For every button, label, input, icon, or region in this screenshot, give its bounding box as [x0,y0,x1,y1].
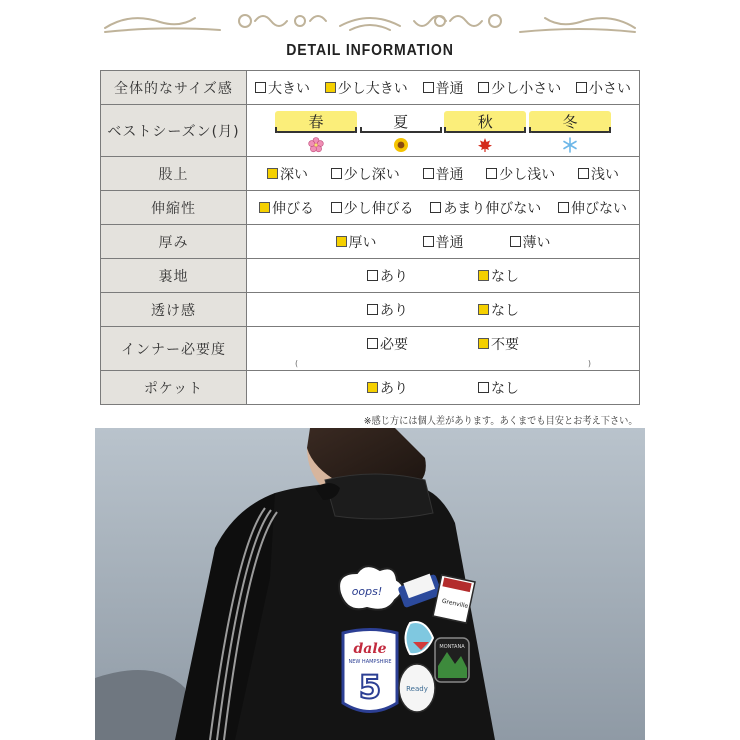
checkbox [576,82,587,93]
checkbox [510,236,521,247]
option: なし [478,300,519,320]
option: 普通 [423,78,464,98]
svg-text:Ready: Ready [406,685,428,693]
option: 普通 [423,164,464,184]
svg-text:MONTANA: MONTANA [439,644,465,650]
stretch-options [259,198,627,218]
row-lining [101,259,640,293]
pocket-options [255,378,631,398]
season-options [275,111,611,153]
checkbox [478,382,489,393]
season-summer: 夏 [360,111,442,153]
row-label: 股上 [101,157,247,191]
decorative-ornament [100,6,640,36]
row-season [101,105,640,157]
checkbox [325,82,336,93]
inner-options [255,328,631,354]
spec-table [100,70,640,405]
svg-text:Grenville: Grenville [441,597,469,611]
patch-montana [435,638,469,682]
row-rise [101,157,640,191]
svg-text:dale: dale [353,641,387,657]
row-sheer [101,293,640,327]
row-label: 透け感 [101,293,247,327]
option: 伸びない [558,198,627,218]
rise-options [267,164,619,184]
checkbox [255,82,266,93]
checkbox [331,202,342,213]
option: 不要 [478,334,519,354]
option: あり [367,300,408,320]
maple-leaf-icon [477,137,493,153]
option: 必要 [367,334,408,354]
option: あり [367,378,408,398]
checkbox [478,270,489,281]
season-spring: 春 [275,111,357,153]
checkbox [367,338,378,349]
checkbox [430,202,441,213]
option: あまり伸びない [430,198,541,218]
checkbox [423,168,434,179]
option: 大きい [255,78,310,98]
option: 少し小さい [478,78,561,98]
paren-left: ( [295,358,299,368]
option: 少し伸びる [331,198,414,218]
cherry-blossom-icon [308,137,324,153]
season-winter: 冬 [529,111,611,153]
checkbox [331,168,342,179]
option: 厚い [336,232,377,252]
paren-right: ) [587,358,591,368]
checkbox [478,304,489,315]
row-label: 厚み [101,225,247,259]
row-thickness [101,225,640,259]
size-options [255,78,631,98]
option: なし [478,266,519,286]
row-label: 裏地 [101,259,247,293]
option: あり [367,266,408,286]
snowflake-icon [562,137,578,153]
row-stretch [101,191,640,225]
checkbox [367,270,378,281]
option: 少し大きい [325,78,408,98]
option: 小さい [576,78,631,98]
patch-dale [343,630,397,712]
option: 浅い [578,164,619,184]
row-pocket [101,371,640,405]
option: 伸びる [259,198,314,218]
lining-options [255,266,631,286]
checkbox [478,338,489,349]
option: 深い [267,164,308,184]
product-photo [95,428,645,740]
checkbox [478,82,489,93]
checkbox [423,236,434,247]
row-label: 全体的なサイズ感 [101,71,247,105]
checkbox [423,82,434,93]
row-size [101,71,640,105]
checkbox [267,168,278,179]
option: 薄い [510,232,551,252]
patch-oval [399,664,435,712]
option: 少し深い [331,164,400,184]
footnote: ※感じ方には個人差があります。あくまでも目安とお考え下さい。 [364,416,638,427]
season-autumn: 秋 [444,111,526,153]
option: なし [478,378,519,398]
checkbox [367,382,378,393]
option: 少し浅い [486,164,555,184]
row-label: 伸縮性 [101,191,247,225]
thickness-options [255,232,631,252]
checkbox [578,168,589,179]
row-label: インナー必要度 [101,327,247,371]
checkbox [558,202,569,213]
row-label: ポケット [101,371,247,405]
option: 普通 [423,232,464,252]
sheer-options [255,300,631,320]
row-label: ベストシーズン(月) [101,105,247,157]
page-title: DETAIL INFORMATION [286,42,454,59]
checkbox [259,202,270,213]
checkbox [486,168,497,179]
svg-text:NEW HAMPSHIRE: NEW HAMPSHIRE [348,659,392,665]
checkbox [336,236,347,247]
svg-text:oops!: oops! [351,585,383,598]
checkbox [367,304,378,315]
sunflower-icon [393,137,409,153]
svg-text:5: 5 [358,668,382,706]
row-inner [101,327,640,371]
